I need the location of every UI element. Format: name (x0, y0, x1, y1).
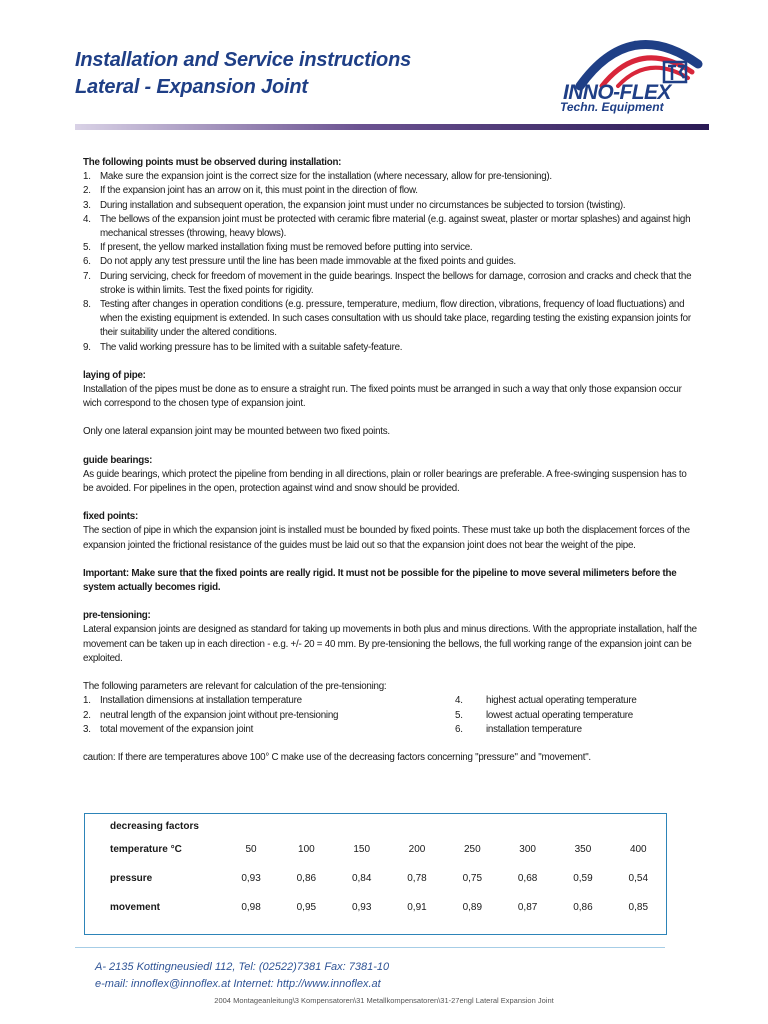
list-item: 5. lowest actual operating temperature (455, 709, 634, 721)
table-cell: 350 (574, 844, 592, 855)
footer-filepath: 2004 Montageanleitung\3 Kompensatoren\31 Metallkompensatoren\31-27engl Lateral Expansion Joint (214, 996, 554, 1005)
table-cell: 150 (353, 844, 371, 855)
params-list (83, 694, 698, 737)
row-label-temperature: temperature °C (110, 844, 182, 855)
row-label-pressure: pressure (110, 873, 153, 884)
list-item: 2. If the expansion joint has an arrow on it, this must point in the direction of flow. (83, 185, 418, 197)
table-cell: 0,91 (407, 902, 427, 913)
fixed-heading: fixed points: (83, 511, 138, 523)
footer-web-contact: e-mail: innoflex@innoflex.at Internet: http://www.innoflex.at (95, 978, 381, 990)
table-cell: 0,84 (351, 873, 372, 884)
table-cell: 0,89 (462, 902, 483, 913)
table-cell: 0,93 (351, 902, 372, 913)
row-label-movement: movement (110, 902, 161, 913)
decreasing-factors-table (84, 813, 667, 935)
table-caption: decreasing factors (110, 821, 199, 832)
table-cell: 50 (245, 844, 257, 855)
list-item: 5. If present, the yellow marked installation fixing must be removed before putting into service. (83, 242, 473, 254)
laying-note: Only one lateral expansion joint may be mounted between two fixed points. (83, 426, 390, 438)
list-item: 1. Installation dimensions at installation temperature (83, 695, 302, 707)
footer-contact (95, 959, 389, 993)
table-cell: 0,85 (628, 902, 649, 913)
params-intro: The following parameters are relevant for calculation of the pre-tensioning: (83, 681, 387, 693)
guide-heading: guide bearings: (83, 454, 153, 466)
fixed-text: The section of pipe in which the expansion joint is installed must be bounded by fixed points. These must take up both the displacement forces of the expansion jointed the frictional resistance of the guides must be laid out so that the expansion joint does not bear the weight of the pipe. (83, 525, 690, 551)
caution-text: caution: If there are temperatures above 100° C make use of the decreasing factors concerning "pressure" and "movement". (83, 752, 591, 764)
list-item: 6. Do not apply any test pressure until the line has been made immovable at the fixed points and guides. (83, 256, 516, 268)
pretension-heading: pre-tensioning: (83, 610, 151, 622)
table-cell: 100 (298, 844, 315, 855)
laying-heading: laying of pipe: (83, 369, 146, 381)
header-rule (75, 124, 709, 130)
list-item: 1. Make sure the expansion joint is the correct size for the installation (where necessary, allow for pre-tensioning). (83, 171, 552, 183)
list-item: 3. total movement of the expansion joint (83, 723, 254, 735)
list-item: 4. highest actual operating temperature (455, 695, 637, 707)
table-cell: 0,68 (517, 873, 538, 884)
guide-text: As guide bearings, which protect the pipeline from bending in all directions, plain or roller bearings are preferable. A free-swinging suspension has to be avoided. For pipelines in the open, protection against wind and snow should be provided. (83, 468, 687, 495)
table-cell: 0,78 (407, 873, 427, 884)
title-line-2: Lateral - Expansion Joint (75, 76, 308, 98)
list-item: 6. installation temperature (455, 723, 582, 735)
footer-rule (75, 947, 665, 948)
table-cell: 0,86 (296, 873, 317, 884)
table-cell: 0,98 (241, 902, 261, 913)
table-cell: 250 (463, 844, 481, 855)
table-cell: 200 (408, 844, 426, 855)
document-title (75, 47, 411, 101)
list-item: 4. The bellows of the expansion joint must be protected with ceramic fibre material (e.g. against sweat, plaster or mortar splashes) and against high mechanical stresses (throwing, heavy blows). (83, 213, 691, 240)
list-item: 3. During installation and subsequent operation, the expansion joint must under no circumstances be subjected to torsion (twisting). (83, 199, 626, 211)
pretension-text: Lateral expansion joints are designed as standard for taking up movements in both plus and minus directions. With the appropriate installation, half the movement can be taken up in each direction - e.g. +/- 20 = 40 mm. By pre-tensioning the bellows, the full working range of the expansion joint can be exploited. (83, 624, 697, 664)
table-cell: 0,86 (573, 902, 593, 913)
installation-heading: The following points must be observed during installation: (83, 157, 342, 168)
list-item: 8. Testing after changes in operation conditions (e.g. pressure, temperature, medium, flow direction, vibrations, frequency of load fluctuations) and when the existing equipment is extended. In such cases consultation with us should take place, regarding testing the existing expansion joints for their suitability under the altered conditions. (83, 299, 691, 339)
table-cell: 0,95 (296, 902, 317, 913)
title-line-1: Installation and Service instructions (75, 49, 412, 71)
installation-list (83, 170, 698, 355)
table-cell: 0,54 (628, 873, 649, 884)
list-item: 2. neutral length of the expansion joint without pre-tensioning (83, 709, 339, 721)
table-row (110, 864, 666, 893)
table-cell: 400 (629, 844, 647, 855)
table-cell: 0,87 (517, 902, 538, 913)
inno-flex-logo (560, 24, 710, 119)
important-note: Important: Make sure that the fixed points are really rigid. It must not be possible for the pipeline to move several milimeters before the system actually becomes rigid. (83, 567, 677, 594)
table-cell: 0,59 (573, 873, 593, 884)
logo-subtitle: Techn. Equipment (560, 100, 664, 114)
list-item: 9. The valid working pressure has to be limited with a suitable safety-feature. (83, 341, 403, 353)
table-cell: 0,93 (241, 873, 261, 884)
logo-brand-text: INNO-FLEX (563, 81, 671, 104)
table-row (110, 893, 666, 922)
table-cell: 0,75 (462, 873, 483, 884)
document-body (83, 156, 698, 766)
laying-text: Installation of the pipes must be done as to ensure a straight run. The fixed points must be arranged in such a way that only those expansion occur wich correspond to the chosen type of expansion joint. (83, 384, 682, 410)
table-cell: 300 (519, 844, 536, 855)
table-row (110, 835, 666, 864)
list-item: 7. During servicing, check for freedom of movement in the guide bearings. Inspect the bellows for damage, corrosion and cracks and check that the stroke is within limits. Test the fixed points for rigidity. (83, 270, 692, 296)
footer-address: A- 2135 Kottingneusiedl 112, Tel: (02522)7381 Fax: 7381-10 (95, 961, 390, 973)
